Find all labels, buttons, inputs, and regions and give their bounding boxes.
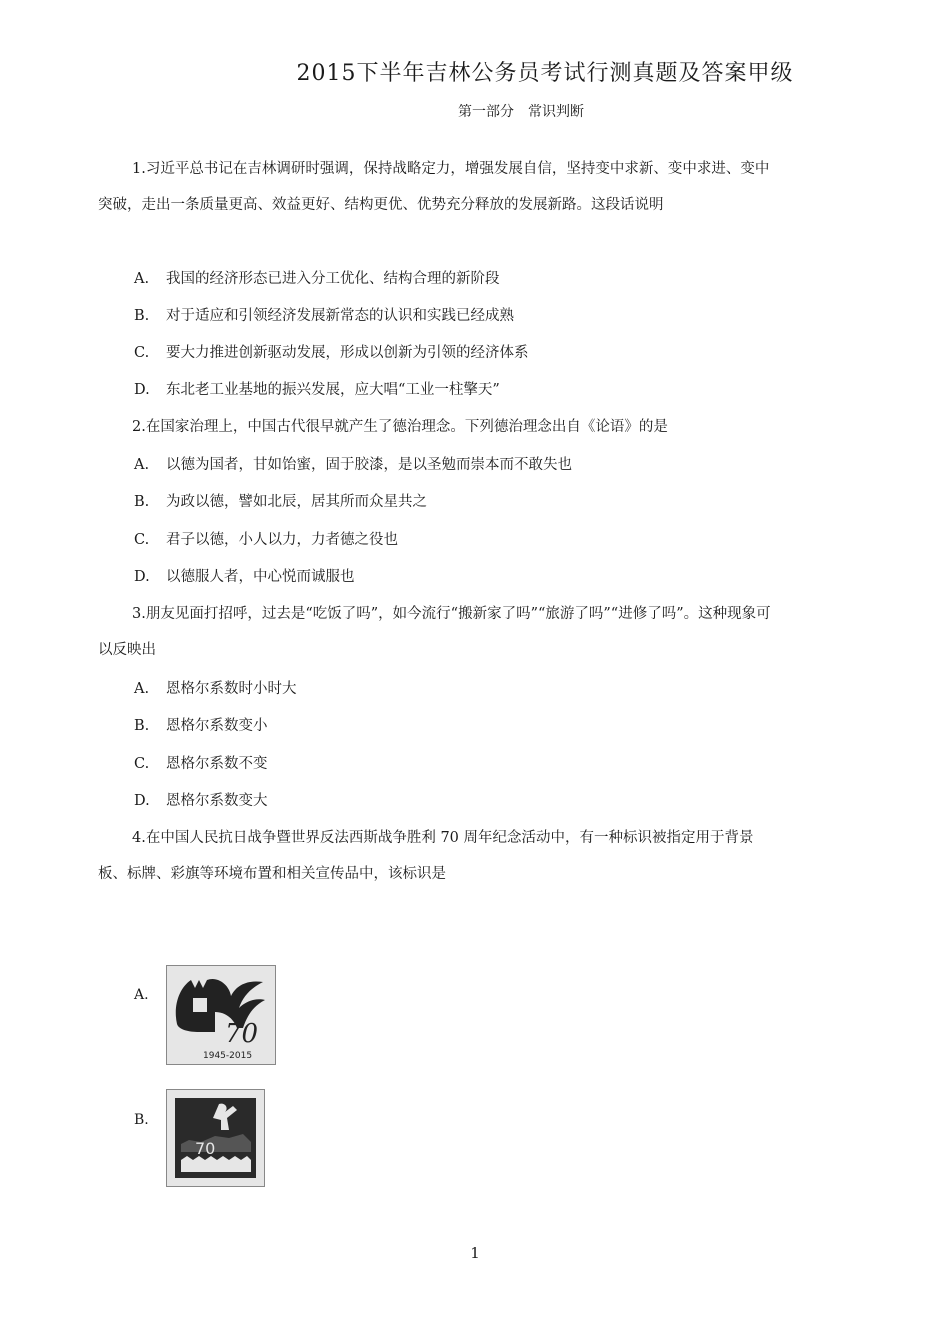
option-letter: C. <box>134 756 150 772</box>
question-3-option-b <box>134 716 268 736</box>
question-1-option-d <box>134 380 500 400</box>
question-3-option-d <box>134 791 268 811</box>
question-4-option-b-letter: B. <box>134 1112 149 1128</box>
option-letter: D. <box>134 793 150 809</box>
option-text: 君子以德，小人以力，力者德之役也 <box>166 532 398 548</box>
option-text: 我国的经济形态已进入分工优化、结构合理的新阶段 <box>166 271 500 287</box>
document-title: 2015下半年吉林公务员考试行测真题及答案甲级 <box>296 61 794 86</box>
option-text: 要大力推进创新驱动发展，形成以创新为引领的经济体系 <box>166 345 529 361</box>
option-letter: B. <box>134 308 150 324</box>
question-1-option-b <box>134 306 514 326</box>
question-1-option-c <box>134 343 529 363</box>
question-3-option-c <box>134 754 268 774</box>
option-text: 以德为国者，甘如饴蜜，固于胶漆，是以圣勉而崇本而不敢失也 <box>166 457 572 473</box>
great-wall-flame-icon <box>167 966 275 1064</box>
logo-number: 70 <box>225 1019 259 1049</box>
option-text: 东北老工业基地的振兴发展，应大唱“工业一柱擎天” <box>166 382 500 398</box>
option-letter: C. <box>134 532 150 548</box>
question-1-option-a <box>134 269 500 289</box>
option-text: 对于适应和引领经济发展新常态的认识和实践已经成熟 <box>166 308 514 324</box>
bugler-wall-icon <box>167 1090 264 1186</box>
question-2-option-b <box>134 492 427 512</box>
question-2-option-c <box>134 530 398 550</box>
option-letter: A. <box>134 457 150 473</box>
page-number: 1 <box>470 1244 480 1262</box>
logo-number: 70 <box>195 1139 216 1158</box>
question-1-stem: 1.习近平总书记在吉林调研时强调，保持战略定力，增强发展自信，坚持变中求新、变中求进、变中突破，走出一条质量更高、效益更好、结构更优、优势充分释放的发展新路。这段话说明 <box>98 161 770 213</box>
logo-years: 1945-2015 <box>203 1051 253 1061</box>
option-text: 恩格尔系数时小时大 <box>166 681 297 697</box>
option-letter: B. <box>134 494 150 510</box>
section-heading: 第一部分 常识判断 <box>458 104 584 120</box>
option-letter: D. <box>134 569 150 585</box>
option-letter: C. <box>134 345 150 361</box>
option-letter: B. <box>134 718 150 734</box>
question-4-option-a-letter: A. <box>134 987 149 1003</box>
question-2-stem: 2.在国家治理上，中国古代很早就产生了德治理念。下列德治理念出自《论语》的是 <box>132 419 668 435</box>
option-letter: A. <box>134 681 150 697</box>
question-2-option-a <box>134 455 572 475</box>
option-text: 恩格尔系数不变 <box>166 756 268 772</box>
question-2-option-d <box>134 567 355 587</box>
victory-70-logo-a <box>166 965 276 1065</box>
option-text: 恩格尔系数变大 <box>166 793 268 809</box>
question-3-option-a <box>134 679 297 699</box>
option-text: 为政以德，譬如北辰，居其所而众星共之 <box>166 494 427 510</box>
victory-70-logo-b <box>166 1089 265 1187</box>
question-4-stem: 4.在中国人民抗日战争暨世界反法西斯战争胜利 70 周年纪念活动中，有一种标识被指定用于背景板、标牌、彩旗等环境布置和相关宣传品中，该标识是 <box>98 830 754 882</box>
option-text: 以德服人者，中心悦而诚服也 <box>166 569 355 585</box>
option-letter: A. <box>134 271 150 287</box>
option-letter: D. <box>134 382 150 398</box>
option-text: 恩格尔系数变小 <box>166 718 268 734</box>
question-3-stem: 3.朋友见面打招呼，过去是“吃饭了吗”，如今流行“搬新家了吗”“旅游了吗”“进修了吗”。这种现象可以反映出 <box>98 606 771 658</box>
